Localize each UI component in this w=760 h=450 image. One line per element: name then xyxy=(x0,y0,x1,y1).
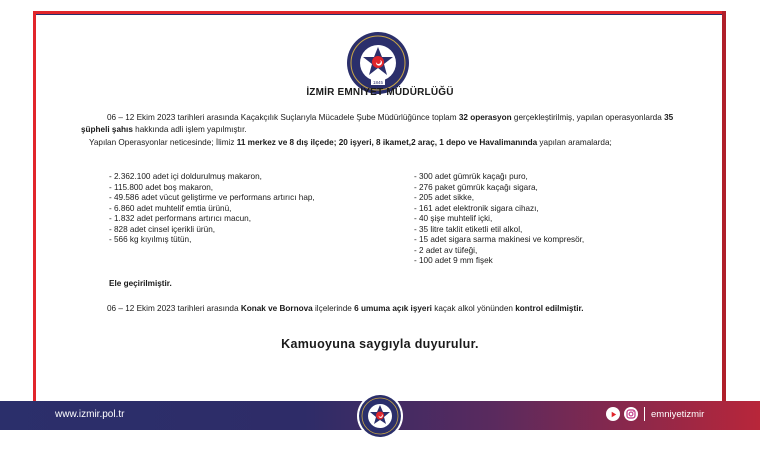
list-item: - 276 paket gümrük kaçağı sigara, xyxy=(414,182,538,192)
website-link[interactable]: www.izmir.pol.tr xyxy=(55,409,125,420)
list-item: - 40 şişe muhtelif içki, xyxy=(414,214,493,223)
list-item: - 35 litre taklit etiketli etil alkol, xyxy=(414,224,523,234)
paragraph-searches: Yapılan Operasyonlar neticesinde; İlimiz 11 merkez ve 8 dış ilçede; 20 işyeri, 8 ikamet,2 araç, 1 depo ve Havalimanında yapılan aramalarda; xyxy=(89,138,612,147)
list-item: - 15 adet sigara sarma makinesi ve kompresör, xyxy=(414,235,585,244)
list-item: - 300 adet gümrük kaçağı puro, xyxy=(414,172,528,181)
seized-statement: Ele geçirilmiştir. xyxy=(109,279,172,288)
social-handle[interactable]: emniyetizmir xyxy=(651,408,705,420)
page-title: İZMİR EMNİYET MÜDÜRLÜĞÜ xyxy=(306,87,454,98)
list-item: - 100 adet 9 mm fişek xyxy=(414,256,493,265)
list-item: - 115.800 adet boş makaron, xyxy=(109,182,214,192)
paragraph-operations: 06 – 12 Ekim 2023 tarihleri arasında Kaçakçılık Suçlarıyla Mücadele Şube Müdürlüğünce toplam 32 operasyon gerçekleştirilmiş, yapılan operasyonlarda 35 şüpheli şahıs hakkında adli işlem yapılmıştır. xyxy=(81,113,674,134)
paragraph-inspections: 06 – 12 Ekim 2023 tarihleri arasında Konak ve Bornova ilçelerinde 6 umuma açık işyeri kaçak alkol yönünden kontrol edilmiştir. xyxy=(107,304,584,313)
list-item: - 161 adet elektronik sigara cihazı, xyxy=(414,203,539,213)
youtube-icon[interactable] xyxy=(606,407,620,421)
seized-items-left-list xyxy=(109,172,375,246)
closing-statement: Kamuoyuna saygıyla duyurulur. xyxy=(281,337,479,351)
list-item: - 828 adet cinsel içerikli ürün, xyxy=(109,224,216,234)
list-item: - 566 kg kıyılmış tütün, xyxy=(109,235,192,244)
police-emblem-footer-logo xyxy=(350,393,410,439)
instagram-icon[interactable] xyxy=(624,407,638,421)
frame-left-border xyxy=(33,11,36,416)
logo-year: 1845 xyxy=(372,80,384,85)
list-item: - 49.586 adet vücut geliştirme ve performans artırıcı hap, xyxy=(109,193,315,202)
social-links xyxy=(606,407,704,421)
list-item: - 2.362.100 adet içi doldurulmuş makaron, xyxy=(109,172,262,181)
list-item: - 6.860 adet muhtelif emtia ürünü, xyxy=(109,203,232,213)
frame-top-accent xyxy=(36,14,726,15)
social-divider xyxy=(644,407,645,421)
list-item: - 2 adet av tüfeği, xyxy=(414,245,478,255)
list-item: - 205 adet sikke, xyxy=(414,193,475,202)
seized-items-right-list xyxy=(414,172,664,267)
list-item: - 1.832 adet performans artırıcı macun, xyxy=(109,214,251,223)
